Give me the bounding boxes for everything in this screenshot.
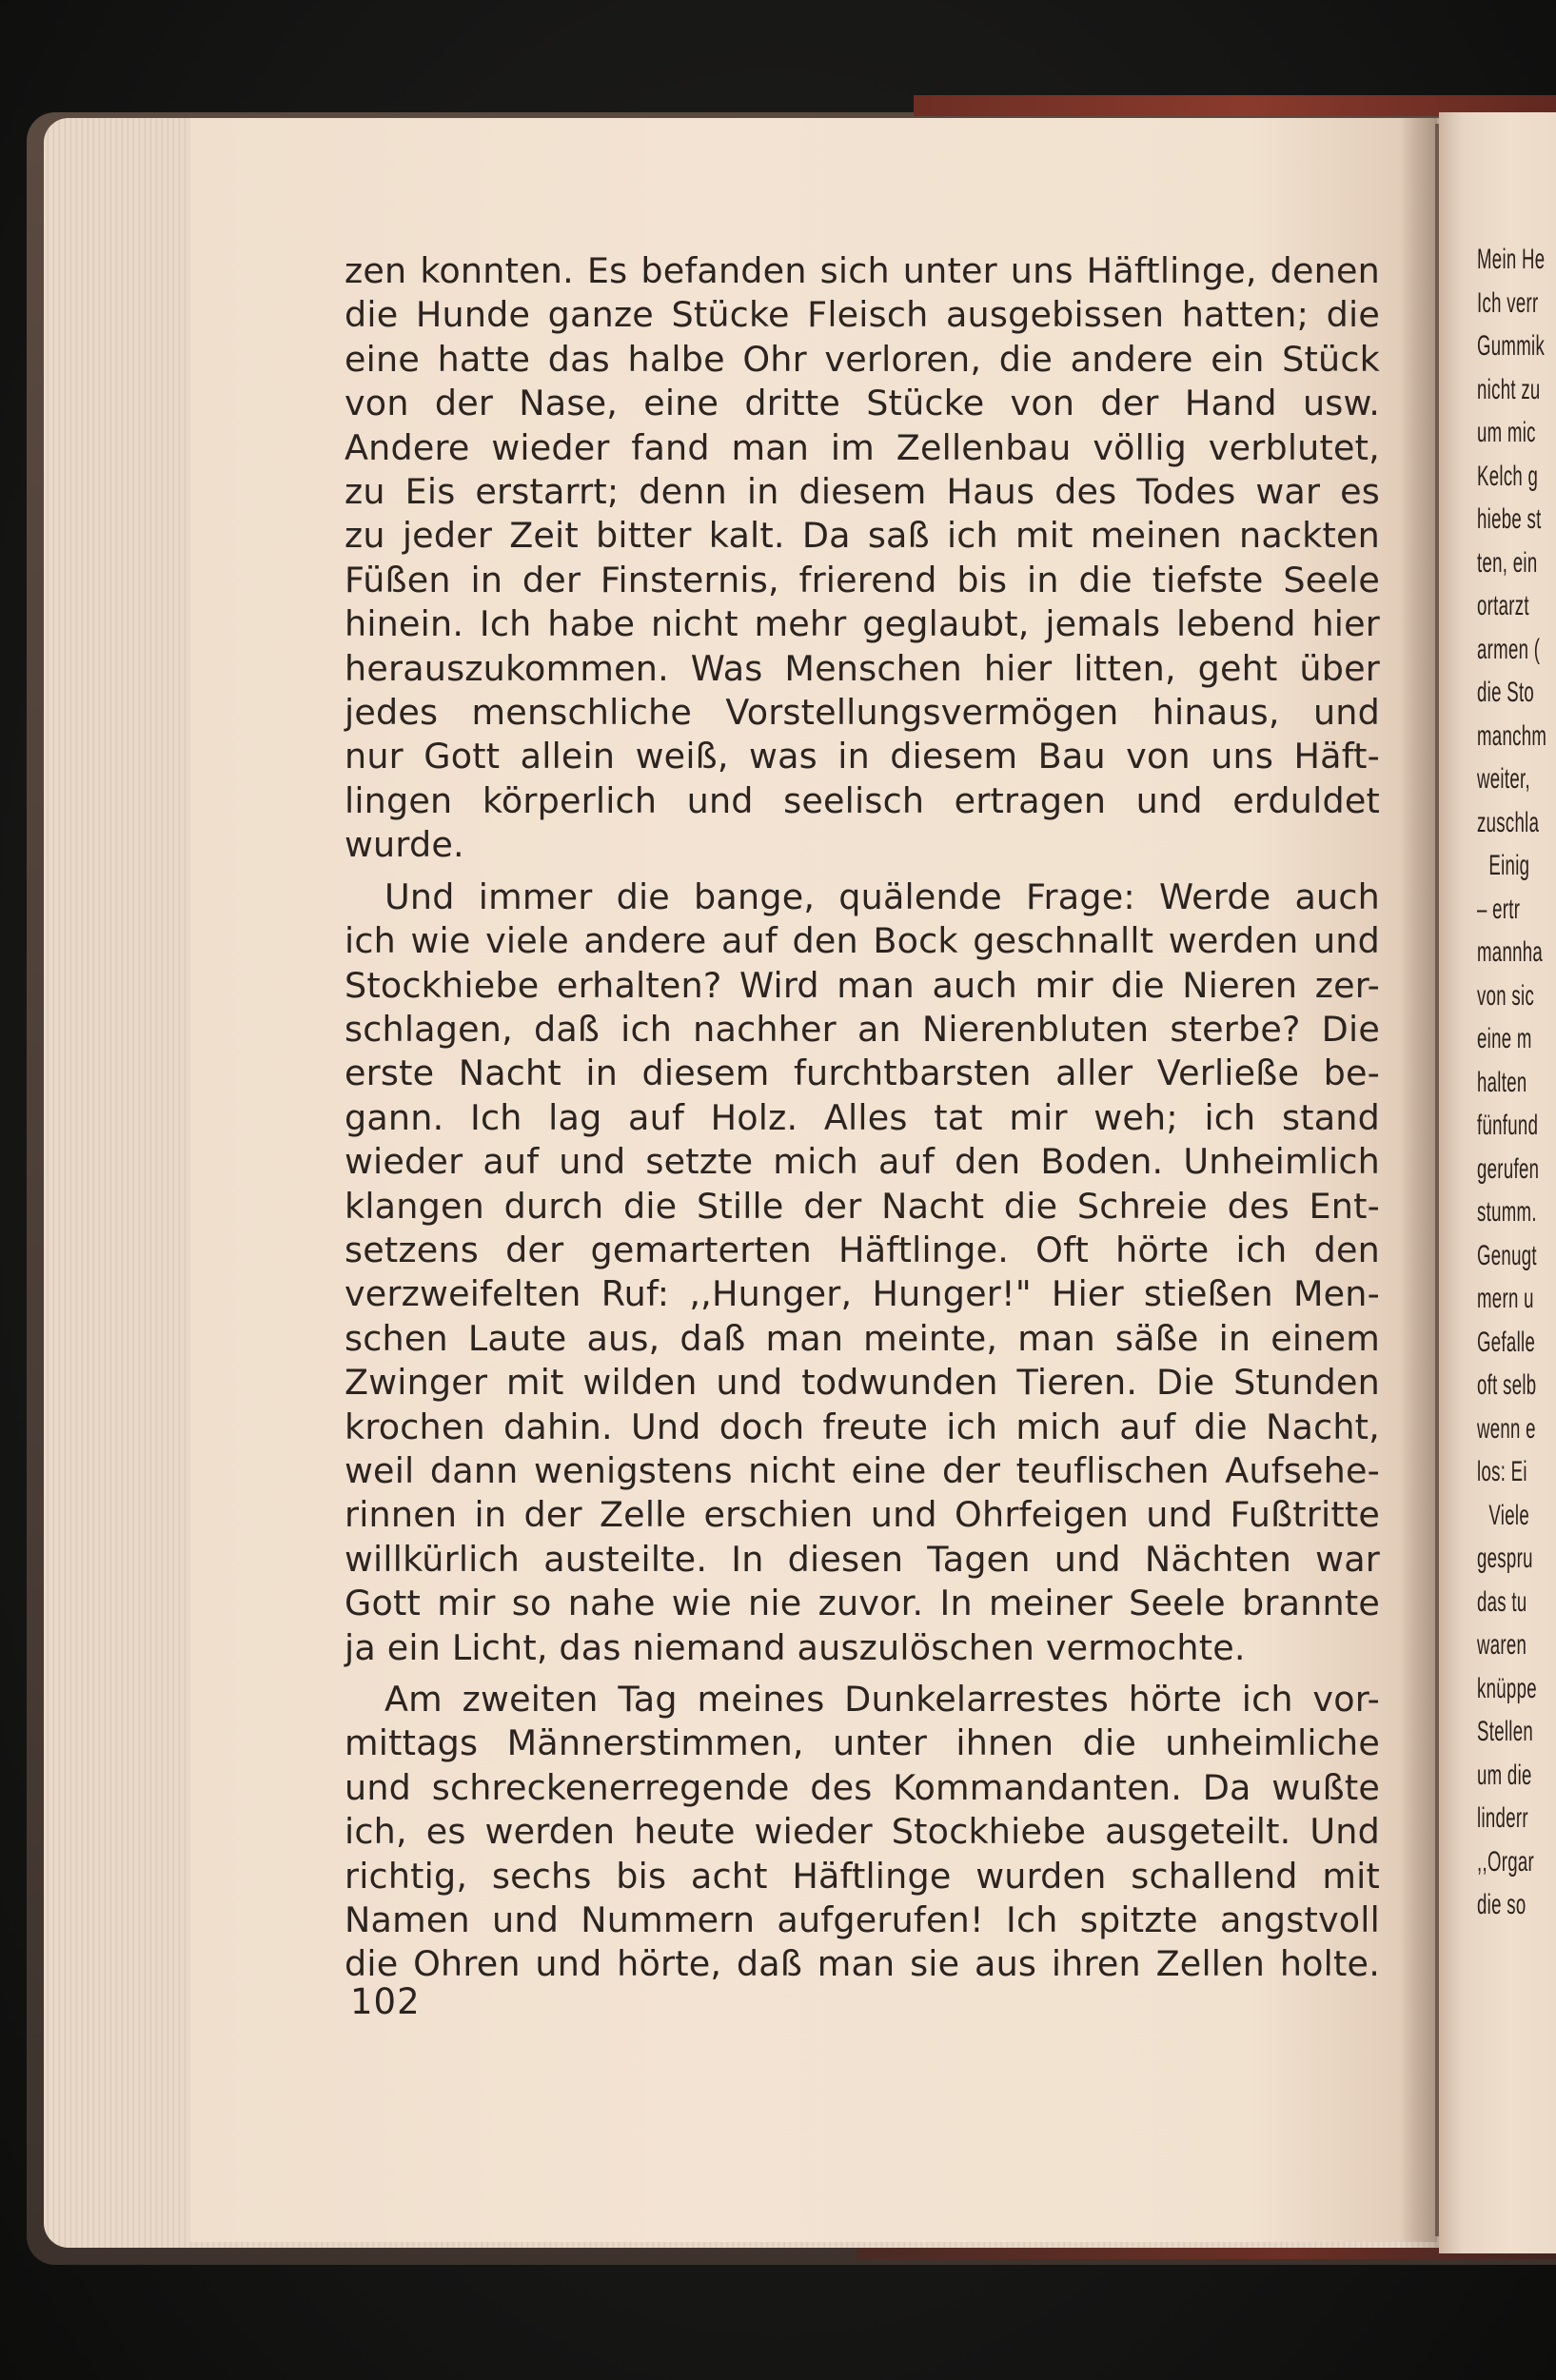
text-line: jedes menschliche Vorstellungsvermögen hinaus, und [345,692,1380,734]
right-page-text [1477,238,1556,1927]
right-line: um die [1477,1759,1532,1791]
right-line: waren [1477,1629,1527,1661]
right-line: das tu [1477,1585,1527,1618]
right-line: gespru [1477,1543,1533,1574]
right-line: armen ( [1477,633,1541,665]
text-line: rinnen in der Zelle erschien und Ohrfeigen und Fußtritte [345,1494,1380,1536]
text-line: Andere wieder fand man im Zellenbau völlig verblutet, [345,426,1380,468]
right-line: Stellen [1477,1716,1534,1747]
text-line: mittags Männerstimmen, unter ihnen die unheimliche [345,1722,1380,1764]
right-line: Gummik [1477,330,1546,362]
right-line: linderr [1477,1802,1528,1834]
right-line: oft selb [1477,1369,1537,1401]
text-line: gann. Ich lag auf Holz. Alles tat mir weh; ich stand [345,1096,1380,1138]
text-line: zu Eis erstarrt; denn in diesem Haus des Todes war es [345,471,1380,513]
right-line: mannha [1477,936,1544,968]
right-line: – ertr [1477,893,1521,925]
right-line: Viele [1488,1499,1529,1531]
text-line: eine hatte das halbe Ohr verloren, die andere ein Stück [345,338,1380,380]
right-line: Mein He [1477,244,1546,275]
right-line: ten, ein [1477,546,1538,579]
right-line: Kelch g [1477,460,1539,492]
right-line: los: Ei [1477,1456,1527,1487]
text-line: Stockhiebe erhalten? Wird man auch mir die Nieren zer- [345,964,1380,1006]
right-line: ,,Orgar [1477,1845,1535,1878]
right-line: gerufen [1477,1152,1540,1185]
text-line: verzweifelten Ruf: ,,Hunger, Hunger!" Hier stießen Men- [345,1273,1380,1315]
text-line: krochen dahin. Und doch freute ich mich auf die Nacht, [345,1406,1380,1447]
right-line: manchm [1477,719,1547,752]
text-line: zen konnten. Es befanden sich unter uns Häftlinge, denen [345,250,1380,291]
text-line: Gott mir so nahe wie nie zuvor. In meiner Seele brannte [345,1583,1380,1624]
right-line: Genugt [1477,1239,1537,1271]
right-line: zuschla [1477,806,1540,838]
text-line: herauszukommen. Was Menschen hier litten, geht über [345,647,1380,689]
text-line: ich, es werden heute wieder Stockhiebe ausgeteilt. Und [345,1811,1380,1853]
text-line: Zwinger mit wilden und todwunden Tieren. Die Stunden [345,1362,1380,1404]
right-line: um mic [1477,417,1536,448]
text-line: wurde. [345,824,464,866]
right-line: wenn e [1477,1412,1536,1445]
text-line: Füßen in der Finsternis, frierend bis in die tiefste Seele [345,559,1380,600]
right-line: ortarzt [1477,590,1529,621]
text-line: von der Nase, eine dritte Stücke von der Hand usw. [345,383,1380,424]
text-line: Und immer die bange, quälende Frage: Werde auch [384,875,1380,917]
text-line: weil dann wenigstens nicht eine der teuflischen Aufsehe- [345,1449,1380,1491]
right-line: die Sto [1477,677,1535,708]
text-line: ja ein Licht, das niemand auszulöschen vermochte. [345,1626,1246,1668]
text-line: willkürlich austeilte. In diesen Tagen und Nächten war [345,1538,1380,1580]
text-line: richtig, sechs bis acht Häftlinge wurden schallend mit [345,1855,1380,1897]
text-line: die Ohren und hörte, daß man sie aus ihren Zellen holte. [345,1943,1380,1985]
right-line: weiter, [1477,763,1530,795]
body-text [345,249,1380,1987]
text-line: und schreckenerregende des Kommandanten. Da wußte [345,1766,1380,1808]
right-line: hiebe st [1477,503,1542,535]
text-line: erste Nacht in diesem furchtbarsten aller Verließe be- [345,1052,1380,1094]
right-line: halten [1477,1066,1527,1098]
text-line: setzens der gemarterten Häftlinge. Oft hörte ich den [345,1229,1380,1270]
right-line: fünfund [1477,1110,1539,1141]
text-line: ich wie viele andere auf den Bock geschnallt werden und [345,920,1380,962]
right-line: die so [1477,1889,1526,1920]
text-line: hinein. Ich habe nicht mehr geglaubt, jemals lebend hier [345,603,1380,645]
right-line: Ich verr [1477,286,1539,319]
text-line: schlagen, daß ich nachher an Nierenbluten sterbe? Die [345,1008,1380,1050]
text-line: nur Gott allein weiß, was in diesem Bau von uns Häft- [345,736,1380,777]
right-line: stumm. [1477,1196,1537,1228]
right-line: eine m [1477,1023,1532,1054]
text-line: die Hunde ganze Stücke Fleisch ausgebissen hatten; die [345,294,1380,336]
right-line: Gefalle [1477,1326,1536,1358]
right-line: von sic [1477,979,1535,1012]
text-line: klangen durch die Stille der Nacht die Schreie des Ent- [345,1185,1380,1227]
text-line: schen Laute aus, daß man meinte, man säße in einem [345,1317,1380,1359]
text-line: Am zweiten Tag meines Dunkelarrestes hörte ich vor- [384,1679,1380,1720]
right-line: knüppe [1477,1672,1537,1704]
right-line: nicht zu [1477,373,1541,405]
text-line: wieder auf und setzte mich auf den Boden. Unheimlich [345,1141,1380,1183]
right-line: Einig [1488,850,1530,881]
page-number: 102 [350,1981,421,2022]
text-line: zu jeder Zeit bitter kalt. Da saß ich mit meinen nackten [345,515,1380,557]
text-line: Namen und Nummern aufgerufen! Ich spitzte angstvoll [345,1899,1380,1941]
right-page [1439,112,1556,2253]
right-line: mern u [1477,1283,1534,1314]
text-line: lingen körperlich und seelisch ertragen und erduldet [345,779,1380,821]
